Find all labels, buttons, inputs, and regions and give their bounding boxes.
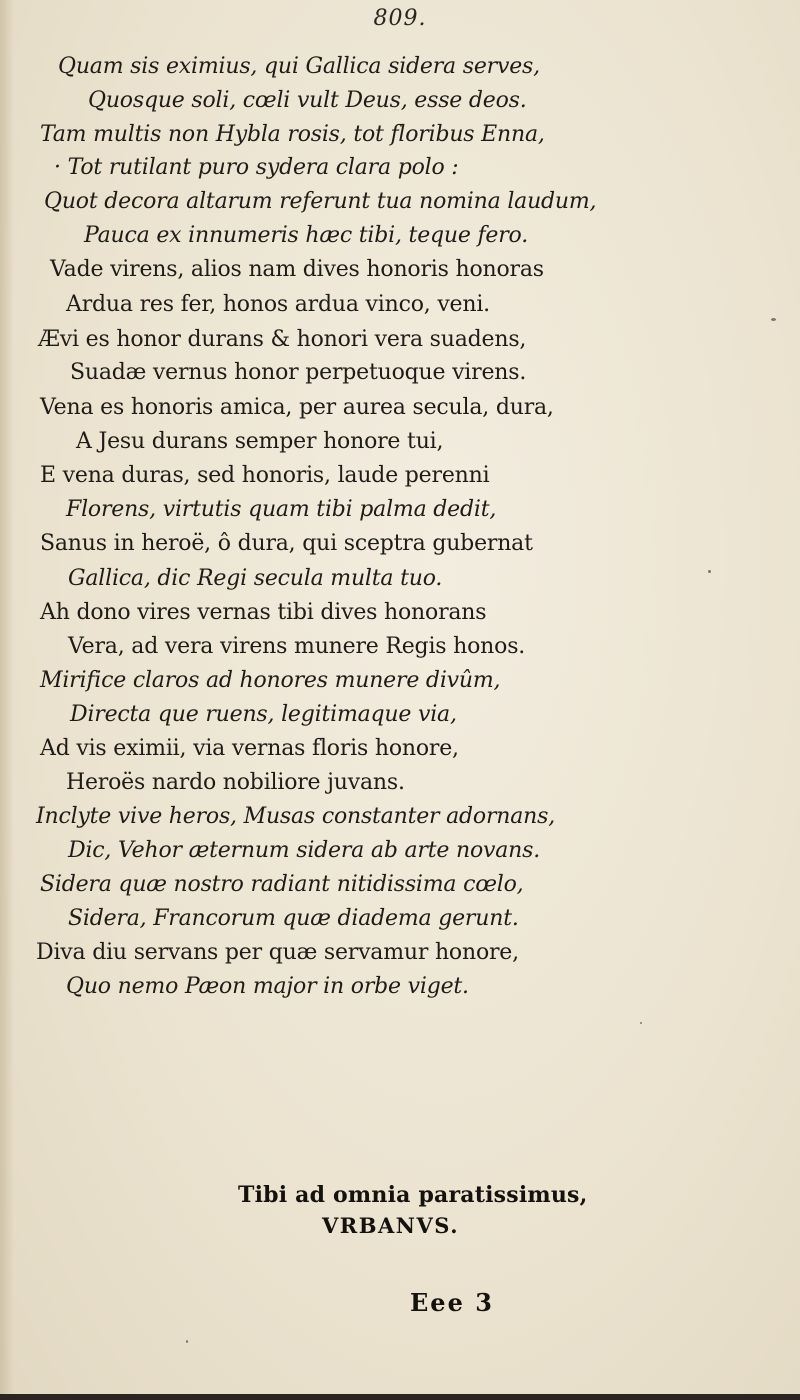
- verse-line: Tam multis non Hybla rosis, tot floribus Enna,: [40, 122, 545, 147]
- verse-line: Gallica, dic Regi secula multa tuo.: [68, 566, 443, 591]
- page-number: 809.: [373, 6, 427, 31]
- verse-line: Mirifice claros ad honores munere divûm,: [40, 668, 501, 693]
- page-bottom-edge: [0, 1394, 800, 1400]
- verse-line: Dic, Vehor æternum sidera ab arte novans.: [68, 838, 540, 863]
- verse-line: Quo nemo Pæon major in orbe viget.: [66, 974, 469, 999]
- dedication-line: Tibi ad omnia paratissimus,: [238, 1182, 588, 1208]
- verse-line: Ævi es honor durans & honori vera suadens,: [38, 327, 527, 352]
- verse-line: Quosque soli, cœli vult Deus, esse deos.: [88, 88, 527, 113]
- verse-line: · Tot rutilant puro sydera clara polo :: [54, 155, 459, 180]
- verse-line: Pauca ex innumeris hæc tibi, teque fero.: [84, 223, 529, 248]
- verse-line: Quot decora altarum referunt tua nomina laudum,: [44, 189, 597, 214]
- verse-line: Heroës nardo nobiliore juvans.: [66, 770, 405, 795]
- verse-line: Ardua res fer, honos ardua vinco, veni.: [66, 292, 490, 317]
- verse-line: Vera, ad vera virens munere Regis honos.: [68, 634, 526, 659]
- verse-line: Florens, virtutis quam tibi palma dedit,: [66, 497, 497, 522]
- page-gutter-shadow: [0, 0, 14, 1400]
- verse-line: Directa que ruens, legitimaque via,: [70, 702, 457, 727]
- paper-speck: [640, 1022, 642, 1024]
- verse-line: Diva diu servans per quæ servamur honore,: [36, 940, 519, 965]
- verse-line: Sidera, Francorum quæ diadema gerunt.: [68, 906, 519, 931]
- paper-speck: [771, 318, 776, 321]
- verse-line: Vena es honoris amica, per aurea secula, dura,: [40, 395, 554, 420]
- verse-line: E vena duras, sed honoris, laude perenni: [40, 463, 490, 488]
- verse-line: Vade virens, alios nam dives honoris honoras: [50, 257, 544, 282]
- verse-line: Ah dono vires vernas tibi dives honorans: [40, 600, 487, 625]
- verse-line: Ad vis eximii, via vernas floris honore,: [40, 736, 459, 761]
- verse-line: Sidera quæ nostro radiant nitidissima cœlo,: [40, 872, 524, 897]
- paper-speck: [186, 1340, 188, 1343]
- verse-line: Suadæ vernus honor perpetuoque virens.: [70, 360, 527, 385]
- verse-line: Inclyte vive heros, Musas constanter adornans,: [36, 804, 556, 829]
- verse-line: Sanus in heroë, ô dura, qui sceptra gubernat: [40, 531, 533, 556]
- verse-line: Quam sis eximius, qui Gallica sidera serves,: [58, 54, 540, 79]
- author-signature: VRBANVS.: [322, 1213, 460, 1238]
- catchword-signature-mark: Eee 3: [410, 1288, 494, 1317]
- paper-speck: [708, 570, 711, 573]
- verse-line: A Jesu durans semper honore tui,: [76, 429, 444, 454]
